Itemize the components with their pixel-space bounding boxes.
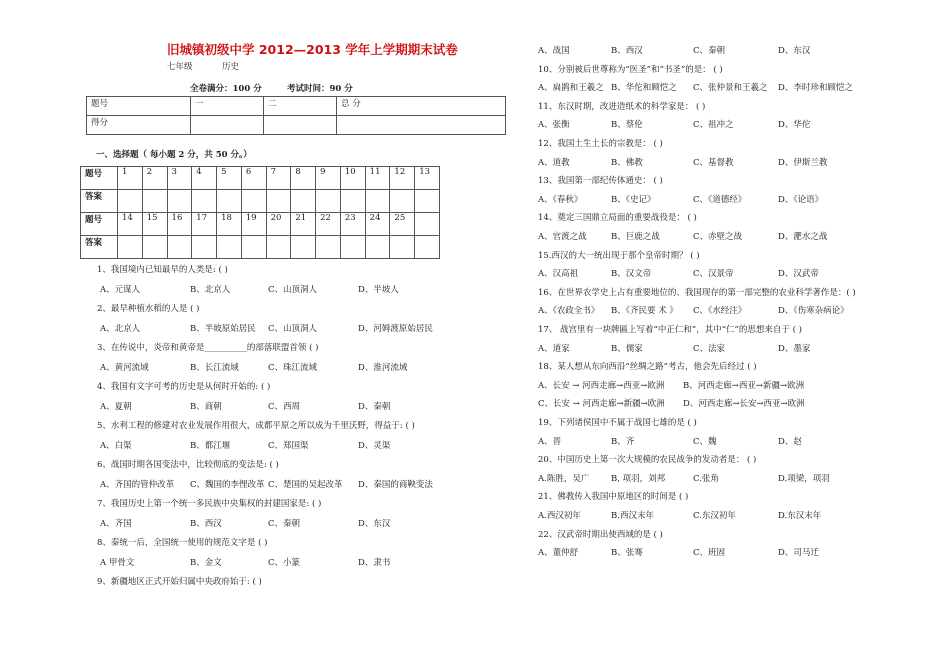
question-number-cell: 15	[142, 213, 167, 236]
option-choice[interactable]: D、隶书	[358, 557, 391, 568]
question-number-cell: 22	[316, 213, 341, 236]
option-choice[interactable]: D、半坡人	[358, 284, 399, 295]
question-text: 13、我国第一部纪传体通史： ( )	[538, 176, 663, 187]
answer-cell[interactable]	[118, 190, 143, 213]
option-choice[interactable]: B、佛教	[611, 157, 643, 168]
question-text: 14、奠定三国鼎立局面的重要战役是： ( )	[538, 213, 697, 224]
option-choice[interactable]: C、山顶洞人	[268, 284, 318, 295]
option-choice[interactable]: C、基督教	[693, 157, 734, 168]
answer-cell[interactable]	[142, 236, 167, 259]
question-number-cell: 10	[340, 167, 365, 190]
question-text: 18、某人想从东向西沿“丝绸之路”考古，他会先后经过 ( )	[538, 362, 757, 373]
answer-cell[interactable]	[241, 236, 266, 259]
answer-cell[interactable]	[291, 190, 316, 213]
question-number-cell: 11	[365, 167, 390, 190]
answer-cell[interactable]	[340, 236, 365, 259]
option-choice[interactable]: A、董仲舒	[538, 548, 579, 559]
option-choice[interactable]: B、儒家	[611, 343, 643, 354]
option-choice[interactable]: D、《伤寒杂病论》	[778, 306, 849, 317]
option-choice[interactable]: A、黄河流域	[100, 362, 149, 373]
option-choice[interactable]: C、小篆	[268, 557, 301, 568]
question-number-cell: 25	[390, 213, 415, 236]
question-number-cell: 9	[316, 167, 341, 190]
answer-cell[interactable]	[415, 236, 440, 259]
option-choice[interactable]: D、《论语》	[778, 194, 824, 205]
question-number-cell: 4	[192, 167, 217, 190]
answer-cell[interactable]	[217, 236, 242, 259]
option-choice[interactable]: B、都江堰	[190, 440, 231, 451]
option-choice[interactable]: C、西周	[268, 401, 301, 412]
exam-title: 旧城镇初级中学 2012—2013 学年上学期期末试卷	[167, 42, 458, 57]
exam-time: 考试时间：90 分	[287, 84, 353, 94]
question-text: 21、佛教传入我国中原地区的时间是 ( )	[538, 492, 689, 503]
question-text: 11、东汉时期，改进造纸术的科学家是： ( )	[538, 101, 706, 112]
question-number-cell: 14	[118, 213, 143, 236]
option-choice[interactable]: A、元谋人	[100, 284, 141, 295]
option-choice[interactable]: A、扁鹊和王羲之	[538, 83, 604, 94]
option-choice[interactable]: B、商朝	[190, 401, 222, 412]
section-heading: 一、选择题（ 每小题 2 分，共 50 分。）	[96, 150, 252, 160]
answer-grid-label: 答案	[81, 190, 118, 213]
question-text: 9、新疆地区正式开始归属中央政府始于: ( )	[97, 577, 262, 587]
question-text: 22、汉武帝时期出使西域的是 ( )	[538, 529, 663, 540]
option-choice[interactable]: D、灵渠	[358, 440, 391, 451]
question-number-cell: 20	[266, 213, 291, 236]
question-text: 10、分别被后世尊称为“医圣”和“书圣”的是： ( )	[538, 64, 723, 75]
option-choice[interactable]: B、华佗和顾恺之	[611, 83, 677, 94]
question-text: 2、最早种植水稻的人是 ( )	[97, 304, 200, 314]
option-choice[interactable]: A、齐国的管仲改革	[100, 479, 175, 490]
option-choice[interactable]: A、夏朝	[100, 401, 132, 412]
question-text: 4、我国有文字可考的历史是从何时开始的: ( )	[97, 382, 271, 392]
answer-cell[interactable]	[241, 190, 266, 213]
option-choice[interactable]: A、《春秋》	[538, 194, 583, 205]
option-choice[interactable]: B、金文	[190, 557, 222, 568]
option-choice[interactable]: A.西汉初年	[538, 511, 581, 521]
answer-cell[interactable]	[192, 190, 217, 213]
option-choice[interactable]: C、秦朝	[693, 46, 726, 56]
question-text: 5、水利工程的修建对农业发展作用很大，成都平原之所以成为千里沃野，得益于: ( )	[97, 421, 415, 431]
option-choice[interactable]: B、河西走廊→西亚→新疆→欧洲	[683, 380, 805, 391]
option-choice[interactable]: D、汉武帝	[778, 269, 819, 280]
option-choice[interactable]: C、楚国的吴起改革	[268, 479, 343, 490]
option-choice[interactable]: A、齐国	[100, 518, 132, 529]
option-choice[interactable]: C、法家	[693, 343, 726, 354]
question-text: 8、秦统一后，全国统一使用的规范文字是 ( )	[97, 538, 268, 548]
question-number-cell: 2	[142, 167, 167, 190]
question-text: 17、 战宫里有一块牌匾上写着“中正仁和”，其中“仁”的思想来自于 ( )	[538, 325, 802, 335]
option-choice[interactable]: D、淝水之战	[778, 232, 828, 242]
full-score: 全卷满分：100 分	[190, 84, 262, 94]
option-choice[interactable]: A、白渠	[100, 440, 132, 451]
question-number-cell: 18	[217, 213, 242, 236]
option-choice[interactable]: B、张骞	[611, 548, 643, 559]
option-choice[interactable]: C.张角	[693, 473, 719, 484]
answer-cell[interactable]	[118, 236, 143, 259]
question-text: 1、我国境内已知最早的人类是: ( )	[97, 265, 228, 275]
option-choice[interactable]: D、司马迁	[778, 548, 819, 559]
question-number-cell: 1	[118, 167, 143, 190]
option-choice[interactable]: D、墨家	[778, 343, 811, 354]
question-number-cell: 5	[217, 167, 242, 190]
answer-cell[interactable]	[192, 236, 217, 259]
option-choice[interactable]: D、华佗	[778, 120, 811, 131]
question-number-cell: 8	[291, 167, 316, 190]
option-choice[interactable]: B、蔡伦	[611, 120, 643, 131]
option-choice[interactable]: A 甲骨文	[100, 557, 135, 568]
option-choice[interactable]: A、《农政全书》	[538, 306, 600, 317]
subject-label: 历史	[222, 62, 240, 72]
question-number-cell: 3	[167, 167, 192, 190]
option-choice[interactable]: D.东汉末年	[778, 511, 822, 521]
option-choice[interactable]: A、北京人	[100, 323, 141, 334]
option-choice[interactable]: D、东汉	[358, 518, 391, 529]
option-choice[interactable]: B、长江流域	[190, 362, 239, 373]
option-choice[interactable]: B、巨鹿之战	[611, 232, 660, 242]
answer-grid	[80, 166, 440, 259]
option-choice[interactable]: D、淮河流域	[358, 362, 408, 373]
option-choice[interactable]: C、张仲景和王羲之	[693, 83, 768, 94]
option-choice[interactable]: B、半坡原始居民	[190, 323, 256, 334]
answer-grid-label: 答案	[81, 236, 118, 259]
option-choice[interactable]: A、官渡之战	[538, 232, 587, 242]
question-number-cell: 12	[390, 167, 415, 190]
question-number-cell: 24	[365, 213, 390, 236]
score-header-cell: 一	[191, 97, 264, 116]
option-choice[interactable]: C、《水经注》	[693, 306, 747, 317]
score-cell[interactable]	[264, 116, 337, 135]
answer-cell[interactable]	[167, 190, 192, 213]
question-text: 3、在传说中，炎帝和黄帝是__________的部落联盟首领 ( )	[97, 343, 319, 353]
answer-grid-label: 题号	[81, 213, 118, 236]
option-choice[interactable]: C、秦朝	[268, 518, 301, 529]
question-number-cell	[415, 213, 440, 236]
option-choice[interactable]: C、长安 → 河西走廊→新疆→欧洲	[538, 399, 665, 410]
question-text: 19、下列诸侯国中不属于战国七雄的是 ( )	[538, 418, 697, 428]
answer-cell[interactable]	[365, 236, 390, 259]
option-choice[interactable]: D、赵	[778, 436, 802, 447]
option-choice[interactable]: A、道教	[538, 157, 570, 168]
option-choice[interactable]: D、伊斯兰教	[778, 157, 828, 168]
option-choice[interactable]: B, 项羽，刘邦	[611, 473, 666, 484]
answer-cell[interactable]	[266, 236, 291, 259]
option-choice[interactable]: B、北京人	[190, 284, 231, 295]
question-number-cell: 16	[167, 213, 192, 236]
question-number-cell: 17	[192, 213, 217, 236]
question-text: 15.西汉的大一统出现于那个皇帝时期？ ( )	[538, 250, 700, 261]
score-table	[86, 96, 506, 135]
answer-grid-row	[81, 167, 440, 190]
question-text: 12、我国土生土长的宗教是： ( )	[538, 139, 663, 149]
option-choice[interactable]: A、长安 → 河西走廊→西亚→欧洲	[538, 380, 665, 391]
option-choice[interactable]: C、珠江流域	[268, 362, 318, 373]
answer-cell[interactable]	[415, 190, 440, 213]
option-choice[interactable]: C、魏国的李悝改革	[190, 479, 265, 490]
option-choice[interactable]: C.东汉初年	[693, 511, 736, 521]
option-choice[interactable]: A、战国	[538, 46, 570, 56]
score-header-cell: 题号	[87, 97, 191, 116]
option-choice[interactable]: D.项梁，项羽	[778, 473, 830, 484]
answer-cell[interactable]	[316, 236, 341, 259]
answer-grid-label: 题号	[81, 167, 118, 190]
score-header-cell: 总 分	[337, 97, 506, 116]
answer-cell[interactable]	[365, 190, 390, 213]
option-choice[interactable]: D、河姆渡原始居民	[358, 323, 433, 334]
answer-grid-row	[81, 213, 440, 236]
option-choice[interactable]: A、张衡	[538, 120, 570, 131]
option-choice[interactable]: D、东汉	[778, 46, 811, 56]
answer-grid-row	[81, 190, 440, 213]
option-choice[interactable]: D、河西走廊→长安→西亚→欧洲	[683, 399, 805, 410]
option-choice[interactable]: C、汉景帝	[693, 269, 734, 280]
answer-cell[interactable]	[390, 236, 415, 259]
option-choice[interactable]: B、汉文帝	[611, 269, 652, 280]
answer-cell[interactable]	[390, 190, 415, 213]
question-text: 6、战国时期各国变法中，比较彻底的变法是: ( )	[97, 460, 279, 470]
grade-label: 七年级	[167, 62, 193, 72]
option-choice[interactable]: A、道家	[538, 343, 570, 354]
score-header-cell: 二	[264, 97, 337, 116]
answer-cell[interactable]	[340, 190, 365, 213]
answer-grid-row	[81, 236, 440, 259]
option-choice[interactable]: D、秦朝	[358, 401, 391, 412]
option-choice[interactable]: A、晋	[538, 436, 562, 447]
option-choice[interactable]: C、山顶洞人	[268, 323, 318, 334]
option-choice[interactable]: C、《道德经》	[693, 194, 747, 205]
option-choice[interactable]: C、班固	[693, 548, 726, 559]
option-choice[interactable]: C、魏	[693, 436, 717, 447]
option-choice[interactable]: B.西汉末年	[611, 511, 654, 521]
answer-cell[interactable]	[167, 236, 192, 259]
option-choice[interactable]: D、李时珍和顾恺之	[778, 83, 853, 94]
question-number-cell: 6	[241, 167, 266, 190]
option-choice[interactable]: A.陈胜，吴广	[538, 473, 590, 484]
option-choice[interactable]: B、西汉	[190, 518, 222, 529]
question-text: 7、我国历史上第一个统一多民族中央集权的封建国家是: ( )	[97, 499, 322, 509]
answer-cell[interactable]	[291, 236, 316, 259]
score-cell[interactable]	[337, 116, 506, 135]
question-number-cell: 23	[340, 213, 365, 236]
answer-cell[interactable]	[266, 190, 291, 213]
question-text: 20、中国历史上第一次大规模的农民战争的发动者是： ( )	[538, 455, 757, 466]
question-number-cell: 21	[291, 213, 316, 236]
option-choice[interactable]: C、赤壁之战	[693, 232, 743, 242]
option-choice[interactable]: C、郑国渠	[268, 440, 309, 451]
answer-cell[interactable]	[316, 190, 341, 213]
option-choice[interactable]: B、《史记》	[611, 194, 656, 205]
question-number-cell: 13	[415, 167, 440, 190]
question-number-cell: 19	[241, 213, 266, 236]
option-choice[interactable]: A、汉高祖	[538, 269, 579, 280]
answer-cell[interactable]	[217, 190, 242, 213]
question-number-cell: 7	[266, 167, 291, 190]
option-choice[interactable]: B、《齐民要 术 》	[611, 306, 678, 317]
score-cell[interactable]	[191, 116, 264, 135]
option-choice[interactable]: B、齐	[611, 436, 635, 447]
option-choice[interactable]: D、秦国的商鞅变法	[358, 479, 433, 490]
score-row-label: 得分	[87, 116, 191, 135]
option-choice[interactable]: B、西汉	[611, 46, 643, 56]
option-choice[interactable]: C、祖冲之	[693, 120, 734, 131]
question-text: 16、在世界农学史上占有重要地位的、我国现存的第一部完整的农业科学著作是：( )	[538, 287, 856, 298]
answer-cell[interactable]	[142, 190, 167, 213]
